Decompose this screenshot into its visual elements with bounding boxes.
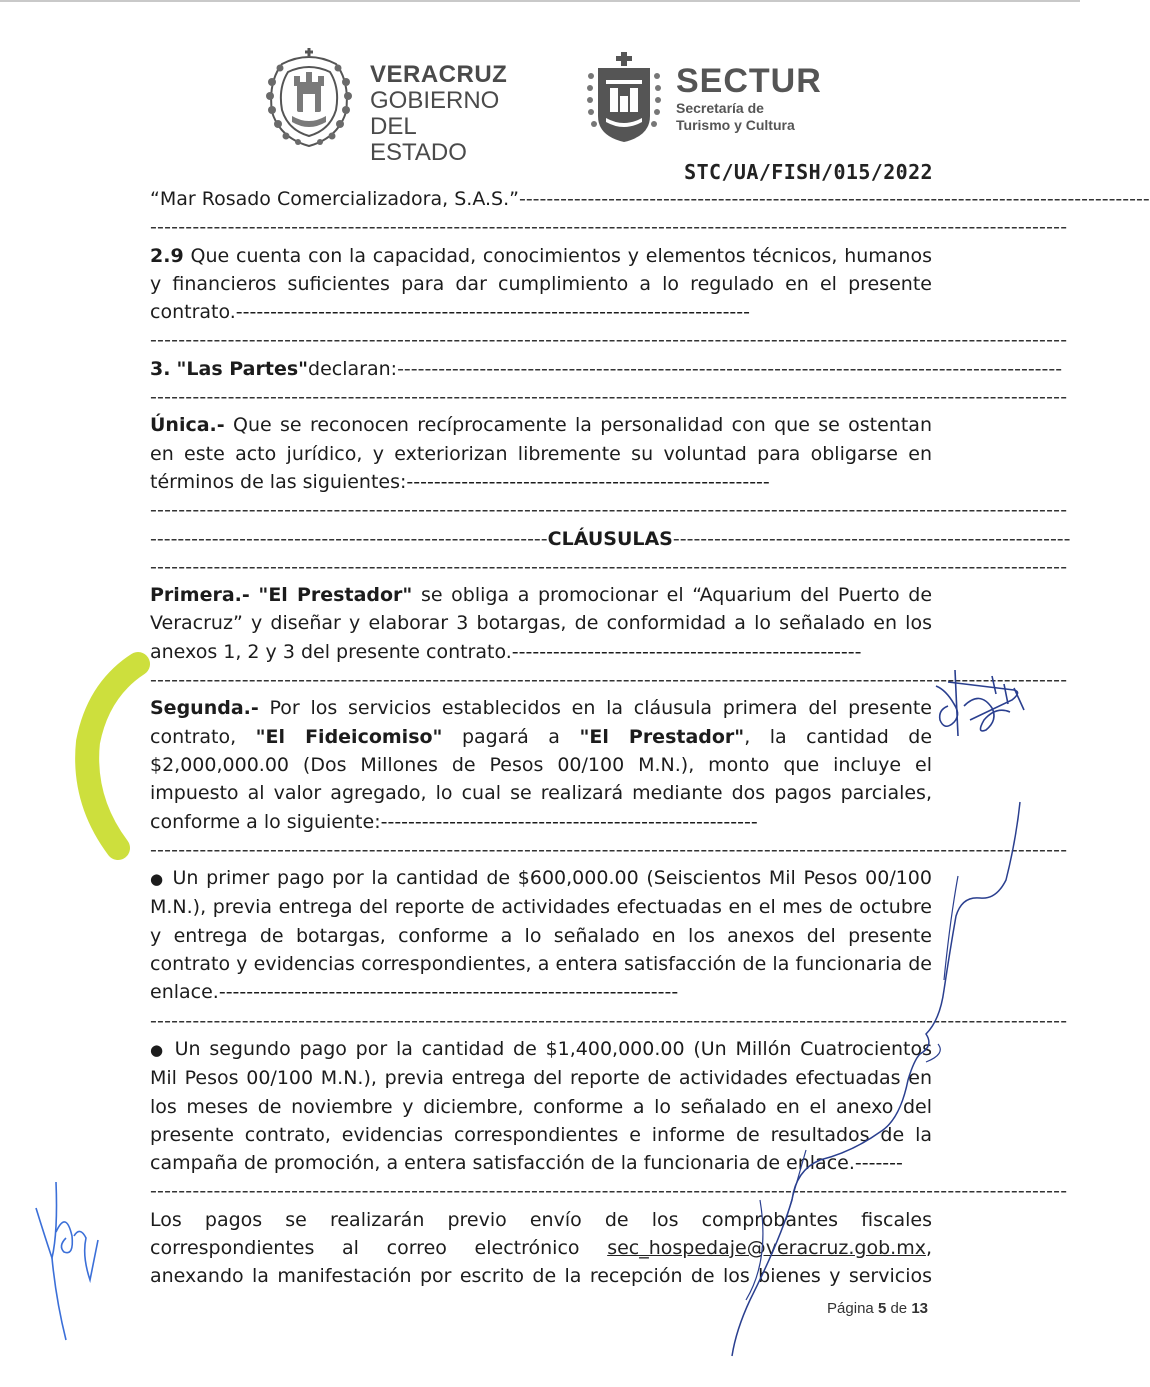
current-page: 5: [877, 1300, 887, 1317]
dash-filler: -------------------------------------------------------------------: [218, 981, 679, 1004]
dash-filler: ----------------------------------------------------------: [150, 527, 548, 550]
dash-line: ----------------------------------------------------------------------------------------------------------------------------------: [150, 555, 1068, 578]
gov-line-del-estado: DEL ESTADO: [370, 113, 467, 166]
dash-filler: -----------------------------------------------------: [406, 470, 770, 493]
clausulas-heading-line: [150, 525, 1071, 553]
sectur-seal-icon: [586, 50, 662, 146]
mar-rosado-line: [150, 185, 1150, 213]
payments-paragraph: [150, 1206, 932, 1291]
bullet-icon: ●: [150, 870, 165, 889]
left-margin-initials: [36, 1182, 98, 1340]
dash-filler: -------------------------------------------------------------------------------------------------: [397, 357, 1063, 380]
dash-filler: -------------------------------------------------------: [380, 810, 758, 833]
dash-line: ----------------------------------------------------------------------------------------------------------------------------------: [150, 386, 1068, 409]
segunda-text-1: Por los servicios establecidos en la cláusula primera del presente contrato,: [150, 697, 932, 748]
dash-filler: --------------------------------------------------------------------------------------------: [518, 188, 1150, 210]
email-link[interactable]: sec_hospedaje@veracruz.gob.mx: [607, 1236, 926, 1259]
page-word: Página: [827, 1300, 874, 1317]
dash-line: ----------------------------------------------------------------------------------------------------------------------------------: [150, 1180, 1068, 1203]
gov-line-gobierno: GOBIERNO: [370, 87, 500, 114]
unica-label: Única.-: [150, 414, 225, 437]
bullet-icon: ●: [150, 1040, 166, 1059]
pagos-text-1: Los pagos se realizarán previo envío de los comprobantes fiscales correspondientes al correo electrónico: [150, 1208, 932, 1259]
total-pages: 13: [911, 1300, 928, 1317]
clause-2-9: [150, 242, 932, 327]
segunda-party-prestador: "El Prestador": [579, 725, 745, 748]
segunda-label: Segunda.-: [150, 697, 259, 720]
sectur-wordmark: SECTUR: [676, 62, 822, 100]
clause-2-9-text: Que cuenta con la capacidad, conocimientos y elementos técnicos, humanos y financieros suficientes para dar cumplimiento a lo regulado en el presente contrato.: [150, 244, 932, 324]
dash-line: ----------------------------------------------------------------------------------------------------------------------------------: [150, 838, 1068, 861]
dash-filler: ---------------------------------------------------------------------------: [235, 301, 750, 324]
sectur-logo: [586, 50, 836, 150]
dash-line: ----------------------------------------------------------------------------------------------------------------------------------: [150, 216, 1068, 239]
clause-unica: [150, 411, 932, 496]
dash-line: ----------------------------------------------------------------------------------------------------------------------------------: [150, 329, 1068, 352]
clausulas-heading: CLÁUSULAS: [547, 527, 673, 550]
dash-filler: ----------------------------------------------------------: [672, 527, 1071, 550]
veracruz-government-logo: [262, 42, 517, 166]
contract-body: [150, 185, 1150, 1291]
dash-filler: ---------------------------------------------------: [511, 640, 862, 663]
top-border: [0, 0, 1080, 2]
dash-line: ----------------------------------------------------------------------------------------------------------------------------------: [150, 669, 1068, 692]
primera-label: Primera.-: [150, 584, 250, 607]
clause-3-line: [150, 355, 1063, 383]
segunda-text-3: , la cantidad de $2,000,000.00 (Dos Millones de Pesos 00/100 M.N.), monto que incluye el impuesto al valor agregado, lo cual se realizará mediante dos pagos parciales, conforme a lo siguiente:: [150, 725, 933, 833]
clause-3-number: 3.: [150, 357, 171, 380]
gov-line-veracruz: VERACRUZ: [370, 61, 508, 88]
primera-party: "El Prestador": [258, 584, 413, 607]
veracruz-crest-icon: [262, 42, 357, 150]
clause-2-9-number: 2.9: [150, 244, 184, 267]
dash-line: ----------------------------------------------------------------------------------------------------------------------------------: [150, 1009, 1068, 1032]
highlighter-bracket: [87, 664, 138, 848]
clause-3-parties: "Las Partes": [176, 357, 309, 380]
payment-bullet-2: [150, 1035, 932, 1177]
clause-primera: [150, 581, 932, 666]
clause-segunda: [150, 694, 932, 835]
primera-text: se obliga a promocionar el “Aquarium del Puerto de Veracruz” y diseñar y elaborar 3 botargas, de conformidad a lo señalado en los anexos 1, 2 y 3 del presente contrato.: [150, 584, 933, 663]
bullet-2-text: Un segundo pago por la cantidad de $1,400,000.00 (Un Millón Cuatrocientos Mil Pesos 00/100 M.N.), previa entrega del reporte de actividades efectuadas en los meses de noviembre y diciembre, conforme a lo señalado en el anexo del presente contrato, evidencias correspondientes e informe de resultados de la campaña de promoción, a entera satisfacción de la funcionaria de enlace.: [150, 1037, 932, 1175]
of-word: de: [890, 1300, 908, 1317]
document-reference: STC/UA/FISH/015/2022: [684, 160, 933, 184]
clause-3-text: declaran:: [308, 357, 398, 380]
bullet-1-text: Un primer pago por la cantidad de $600,000.00 (Seiscientos Mil Pesos 00/100 M.N.), previa entrega del reporte de actividades efectuadas en el mes de octubre y entrega de botargas, conforme a lo señalado en los anexos del presente contrato y evidencias correspondientes, a entera satisfacción de la funcionaria de enlace.: [150, 867, 932, 1004]
payment-bullet-1: [150, 864, 932, 1006]
segunda-party-fideicomiso: "El Fideicomiso": [255, 725, 443, 748]
segunda-text-2: pagará a: [442, 725, 580, 748]
dash-line: ----------------------------------------------------------------------------------------------------------------------------------: [150, 499, 1068, 522]
unica-text: Que se reconocen recíprocamente la personalidad con que se ostentan en este acto jurídico, y exteriorizan libremente su voluntad para obligarse en términos de las siguientes:: [150, 414, 932, 493]
sectur-subtitle-2: Turismo y Cultura: [676, 117, 795, 133]
mar-rosado-text: “Mar Rosado Comercializadora, S.A.S.”: [150, 188, 519, 210]
dash-filler: -------: [854, 1152, 903, 1175]
pagos-text-2: , anexando la manifestación por escrito de la recepción de los bienes y servicios: [150, 1236, 932, 1288]
sectur-subtitle-1: Secretaría de: [676, 100, 764, 116]
page-number: [827, 1300, 928, 1317]
